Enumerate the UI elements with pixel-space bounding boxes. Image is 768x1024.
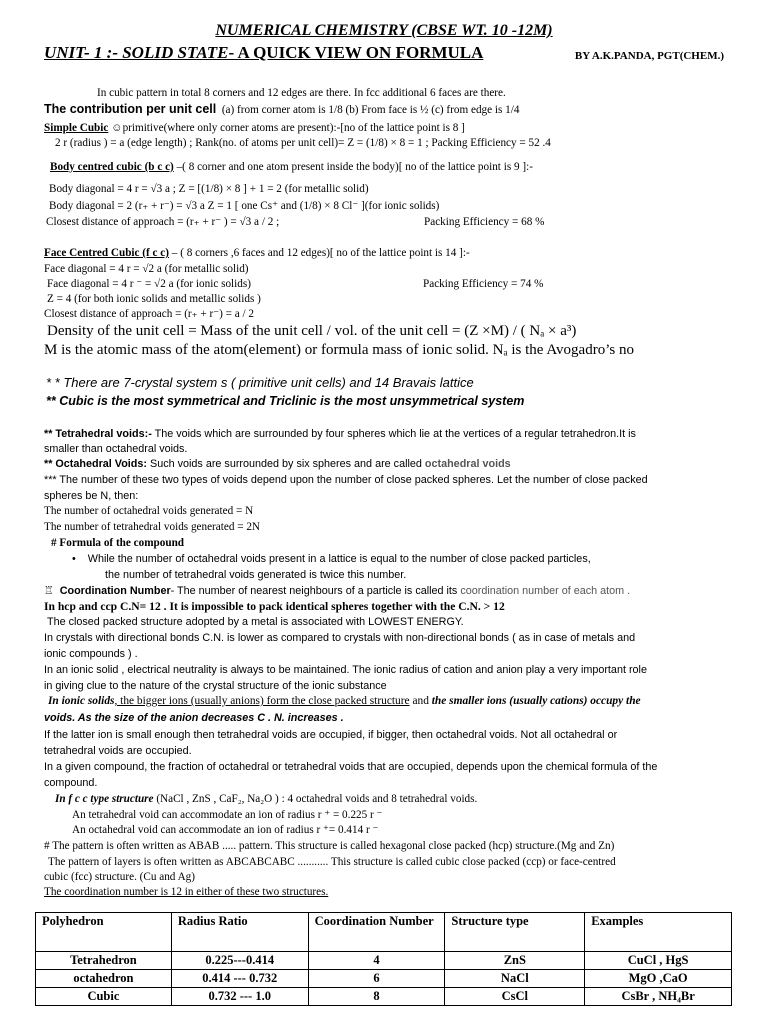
electrical-neutrality-note: In an ionic solid , electrical neutrality is always to be maintained. The ionic radius of cation and anion play a very important role: [44, 664, 647, 676]
density-formula: Density of the unit cell = Mass of the unit cell / vol. of the unit cell = (Z ×M) / ( Nₐ × a³): [47, 323, 577, 339]
table-header-cell: Examples: [585, 913, 732, 952]
table-header-cell: Polyhedron: [36, 913, 172, 952]
table-header-cell: Radius Ratio: [171, 913, 308, 952]
table-header-cell: Structure type: [445, 913, 585, 952]
simple-cubic-line: [44, 122, 465, 135]
table-row: [36, 970, 732, 988]
bcc-label: Body centred cubic (b c c): [50, 161, 174, 173]
fraction-voids-cont: compound.: [44, 777, 98, 789]
symmetry-note: ** Cubic is the most symmetrical and Triclinic is the most unsymmetrical system: [46, 394, 525, 408]
tetrahedral-voids-line: [44, 428, 636, 441]
voids-count-note: *** The number of these two types of voids depend upon the number of close packed spheres. Let the number of close packed: [44, 474, 648, 486]
table-cell: 6: [308, 970, 445, 988]
table-row: [36, 952, 732, 970]
octahedral-voids-line: [44, 458, 511, 471]
fcc-line: [44, 247, 470, 260]
coordination-number-line: [44, 585, 630, 598]
ionic-solids-line: [48, 695, 641, 708]
bcc-body-diagonal-metallic: Body diagonal = 4 r = √3 a ; Z = [(1/8) × 8 ] + 1 = 2 (for metallic solid): [49, 183, 369, 195]
bcc-desc: –( 8 corner and one atom present inside the body)[ no of the lattice point is 9 ]:-: [173, 161, 533, 173]
contribution-label: The contribution per unit cell: [44, 102, 217, 116]
fcc-z-value: Z = 4 (for both ionic solids and metallic solids ): [47, 293, 261, 305]
voids-bullet-cont: the number of tetrahedral voids generated is twice this number.: [105, 569, 407, 581]
fcc-packing-efficiency: Packing Efficiency = 74 %: [423, 278, 544, 290]
latter-ion-note: If the latter ion is small enough then tetrahedral voids are occupied, if bigger, then octahedral voids. Not all octahedral or: [44, 729, 618, 741]
table-header-cell: Coordination Number: [308, 913, 445, 952]
voids-bullet-text: While the number of octahedral voids present in a lattice is equal to the number of close packed particles,: [87, 553, 591, 565]
coordination-number-desc: - The number of nearest neighbours of a particle is called its: [170, 585, 461, 597]
contribution-line: [44, 103, 519, 117]
simple-cubic-formula: 2 r (radius ) = a (edge length) ; Rank(no. of atoms per unit cell)= Z = (1/8) × 8 = 1 ; Packing Efficiency = 52 .4: [55, 137, 551, 149]
crystal-system-note: * * There are 7-crystal system s ( primitive unit cells) and 14 Bravais lattice: [46, 375, 474, 390]
fcc-desc: – ( 8 corners ,6 faces and 12 edges)[ no of the lattice point is 14 ]:-: [169, 247, 470, 259]
table-cell: 0.732 --- 1.0: [171, 988, 308, 1006]
author-byline: BY A.K.PANDA, PGT(CHEM.): [574, 50, 724, 62]
contribution-values: (a) from corner atom is 1/8 (b) From face is ½ (c) from edge is 1/4: [221, 104, 520, 116]
anion-size-note: voids. As the size of the anion decreases C . N. increases .: [44, 712, 344, 724]
radius-ratio-table: [35, 912, 732, 1006]
table-cell: 0.414 --- 0.732: [171, 970, 308, 988]
tetrahedral-voids-desc: The voids which are surrounded by four spheres which lie at the vertices of a regular tetrahedron.It is: [151, 428, 636, 440]
fcc-structure-desc: (NaCl , ZnS , CaF₂, Na₂O ) : 4 octahedral voids and 8 tetrahedral voids.: [153, 793, 478, 805]
atomic-mass-note: M is the atomic mass of the atom(element) or formula mass of ionic solid. Nₐ is the Avogadro’s no: [44, 342, 634, 358]
electrical-neutrality-cont: in giving clue to the nature of the crystal structure of the ionic substance: [44, 680, 387, 692]
hcp-pattern-note: # The pattern is often written as ABAB ..... pattern. This structure is called hexagonal close packed (hcp) structure.(Mg and Zn): [44, 840, 615, 852]
fcc-structure-label: In f c c type structure: [55, 793, 154, 805]
ionic-solids-anions: , the bigger ions (usually anions) form the close packed structure: [114, 695, 410, 707]
fcc-closest-distance: Closest distance of approach = (r₊ + r⁻) = a / 2: [44, 308, 254, 320]
closed-packed-energy: The closed packed structure adopted by a metal is associated with LOWEST ENERGY.: [47, 616, 464, 628]
bcc-line: [50, 161, 533, 174]
ionic-solids-cations: the smaller ions (usually cations) occupy the: [431, 695, 641, 707]
octahedral-voids-count: The number of octahedral voids generated = N: [44, 505, 254, 517]
coordination-number-label: Coordination Number: [59, 585, 171, 597]
ionic-solids-and: and: [409, 695, 432, 707]
simple-cubic-label: Simple Cubic: [44, 122, 109, 134]
voids-count-note-cont: spheres be N, then:: [44, 490, 139, 502]
octahedral-voids-term: octahedral voids: [424, 458, 511, 470]
unit-heading-main: UNIT- 1 :- SOLID STATE: [44, 43, 229, 62]
ccp-pattern-note: The pattern of layers is often written as ABCABCABC ........... This structure is called cubic close packed (ccp) or face-centred: [48, 856, 616, 868]
ccp-pattern-cont: cubic (fcc) structure. (Cu and Ag): [44, 871, 195, 883]
trophy-icon: ♖: [44, 585, 54, 597]
fcc-face-diagonal-ionic: Face diagonal = 4 r ⁻ = √2 a (for ionic solids): [47, 278, 251, 290]
table-cell: CuCl , HgS: [585, 952, 732, 970]
latter-ion-cont: tetrahedral voids are occupied.: [44, 745, 192, 757]
unit-heading: [44, 43, 604, 63]
table-cell: 0.225---0.414: [171, 952, 308, 970]
table-cell: NaCl: [445, 970, 585, 988]
formula-compound-heading: # Formula of the compound: [51, 537, 185, 549]
fcc-face-diagonal-metallic: Face diagonal = 4 r = √2 a (for metallic solid): [44, 263, 249, 275]
fcc-label: Face Centred Cubic (f c c): [44, 247, 169, 259]
tetrahedral-voids-label: ** Tetrahedral voids:-: [44, 428, 152, 440]
table-cell: Cubic: [36, 988, 172, 1006]
table-cell: CsCl: [445, 988, 585, 1006]
tetrahedral-voids-cont: smaller than octahedral voids.: [44, 443, 188, 455]
simple-cubic-desc: ☺primitive(where only corner atoms are present):-[no of the lattice point is 8 ]: [108, 122, 465, 134]
document-title: NUMERICAL CHEMISTRY (CBSE WT. 10 -12M): [215, 22, 553, 39]
table-cell: 8: [308, 988, 445, 1006]
coordination-number-term: coordination number of each atom .: [460, 585, 631, 597]
ionic-solids-label: In ionic solids: [48, 695, 115, 707]
bcc-closest-distance: Closest distance of approach = (r₊ + r⁻ ) = √3 a / 2 ;: [46, 216, 280, 228]
coordination-twelve-note: The coordination number is 12 in either of these two structures.: [44, 886, 329, 898]
bcc-body-diagonal-ionic: Body diagonal = 2 (r₊ + r⁻) = √3 a Z = 1 [ one Cs⁺ and (1/8) × 8 Cl⁻ ](for ionic solids): [49, 200, 440, 212]
table-cell: CsBr , NH₄Br: [585, 988, 732, 1006]
table-cell: ZnS: [445, 952, 585, 970]
fraction-voids-note: In a given compound, the fraction of octahedral or tetrahedral voids that are occupied, depends upon the chemical formula of the: [44, 761, 658, 773]
table-cell: 4: [308, 952, 445, 970]
unit-heading-rest: - A QUICK VIEW ON FORMULA: [228, 43, 484, 62]
octahedral-voids-label: ** Octahedral Voids:: [44, 458, 147, 470]
table-cell: MgO ,CaO: [585, 970, 732, 988]
table-cell: Tetrahedron: [36, 952, 172, 970]
tetrahedral-voids-count: The number of tetrahedral voids generated = 2N: [44, 521, 260, 533]
directional-bonds-note: In crystals with directional bonds C.N. is lower as compared to crystals with non-directional bonds ( as in case of metals and: [44, 632, 636, 644]
table-row: [36, 988, 732, 1006]
voids-bullet: • While the number of octahedral voids present in a lattice is equal to the number of close packed particles,: [72, 553, 591, 565]
table-cell: octahedron: [36, 970, 172, 988]
directional-bonds-cont: ionic compounds ) .: [44, 648, 138, 660]
octahedral-voids-desc: Such voids are surrounded by six spheres and are called: [147, 458, 425, 470]
table-header-row: [36, 913, 732, 952]
fcc-structure-line: [55, 793, 477, 806]
hcp-ccp-cn: In hcp and ccp C.N= 12 . It is impossible to pack identical spheres together with the C.N. > 12: [44, 600, 505, 613]
cubic-pattern-line: In cubic pattern in total 8 corners and 12 edges are there. In fcc additional 6 faces are there.: [97, 87, 506, 99]
tetrahedral-radius: An tetrahedral void can accommodate an ion of radius r ⁺ = 0.225 r ⁻: [72, 809, 383, 821]
bcc-packing-efficiency: Packing Efficiency = 68 %: [424, 216, 545, 228]
octahedral-radius: An octahedral void can accommodate an ion of radius r ⁺= 0.414 r ⁻: [72, 824, 379, 836]
